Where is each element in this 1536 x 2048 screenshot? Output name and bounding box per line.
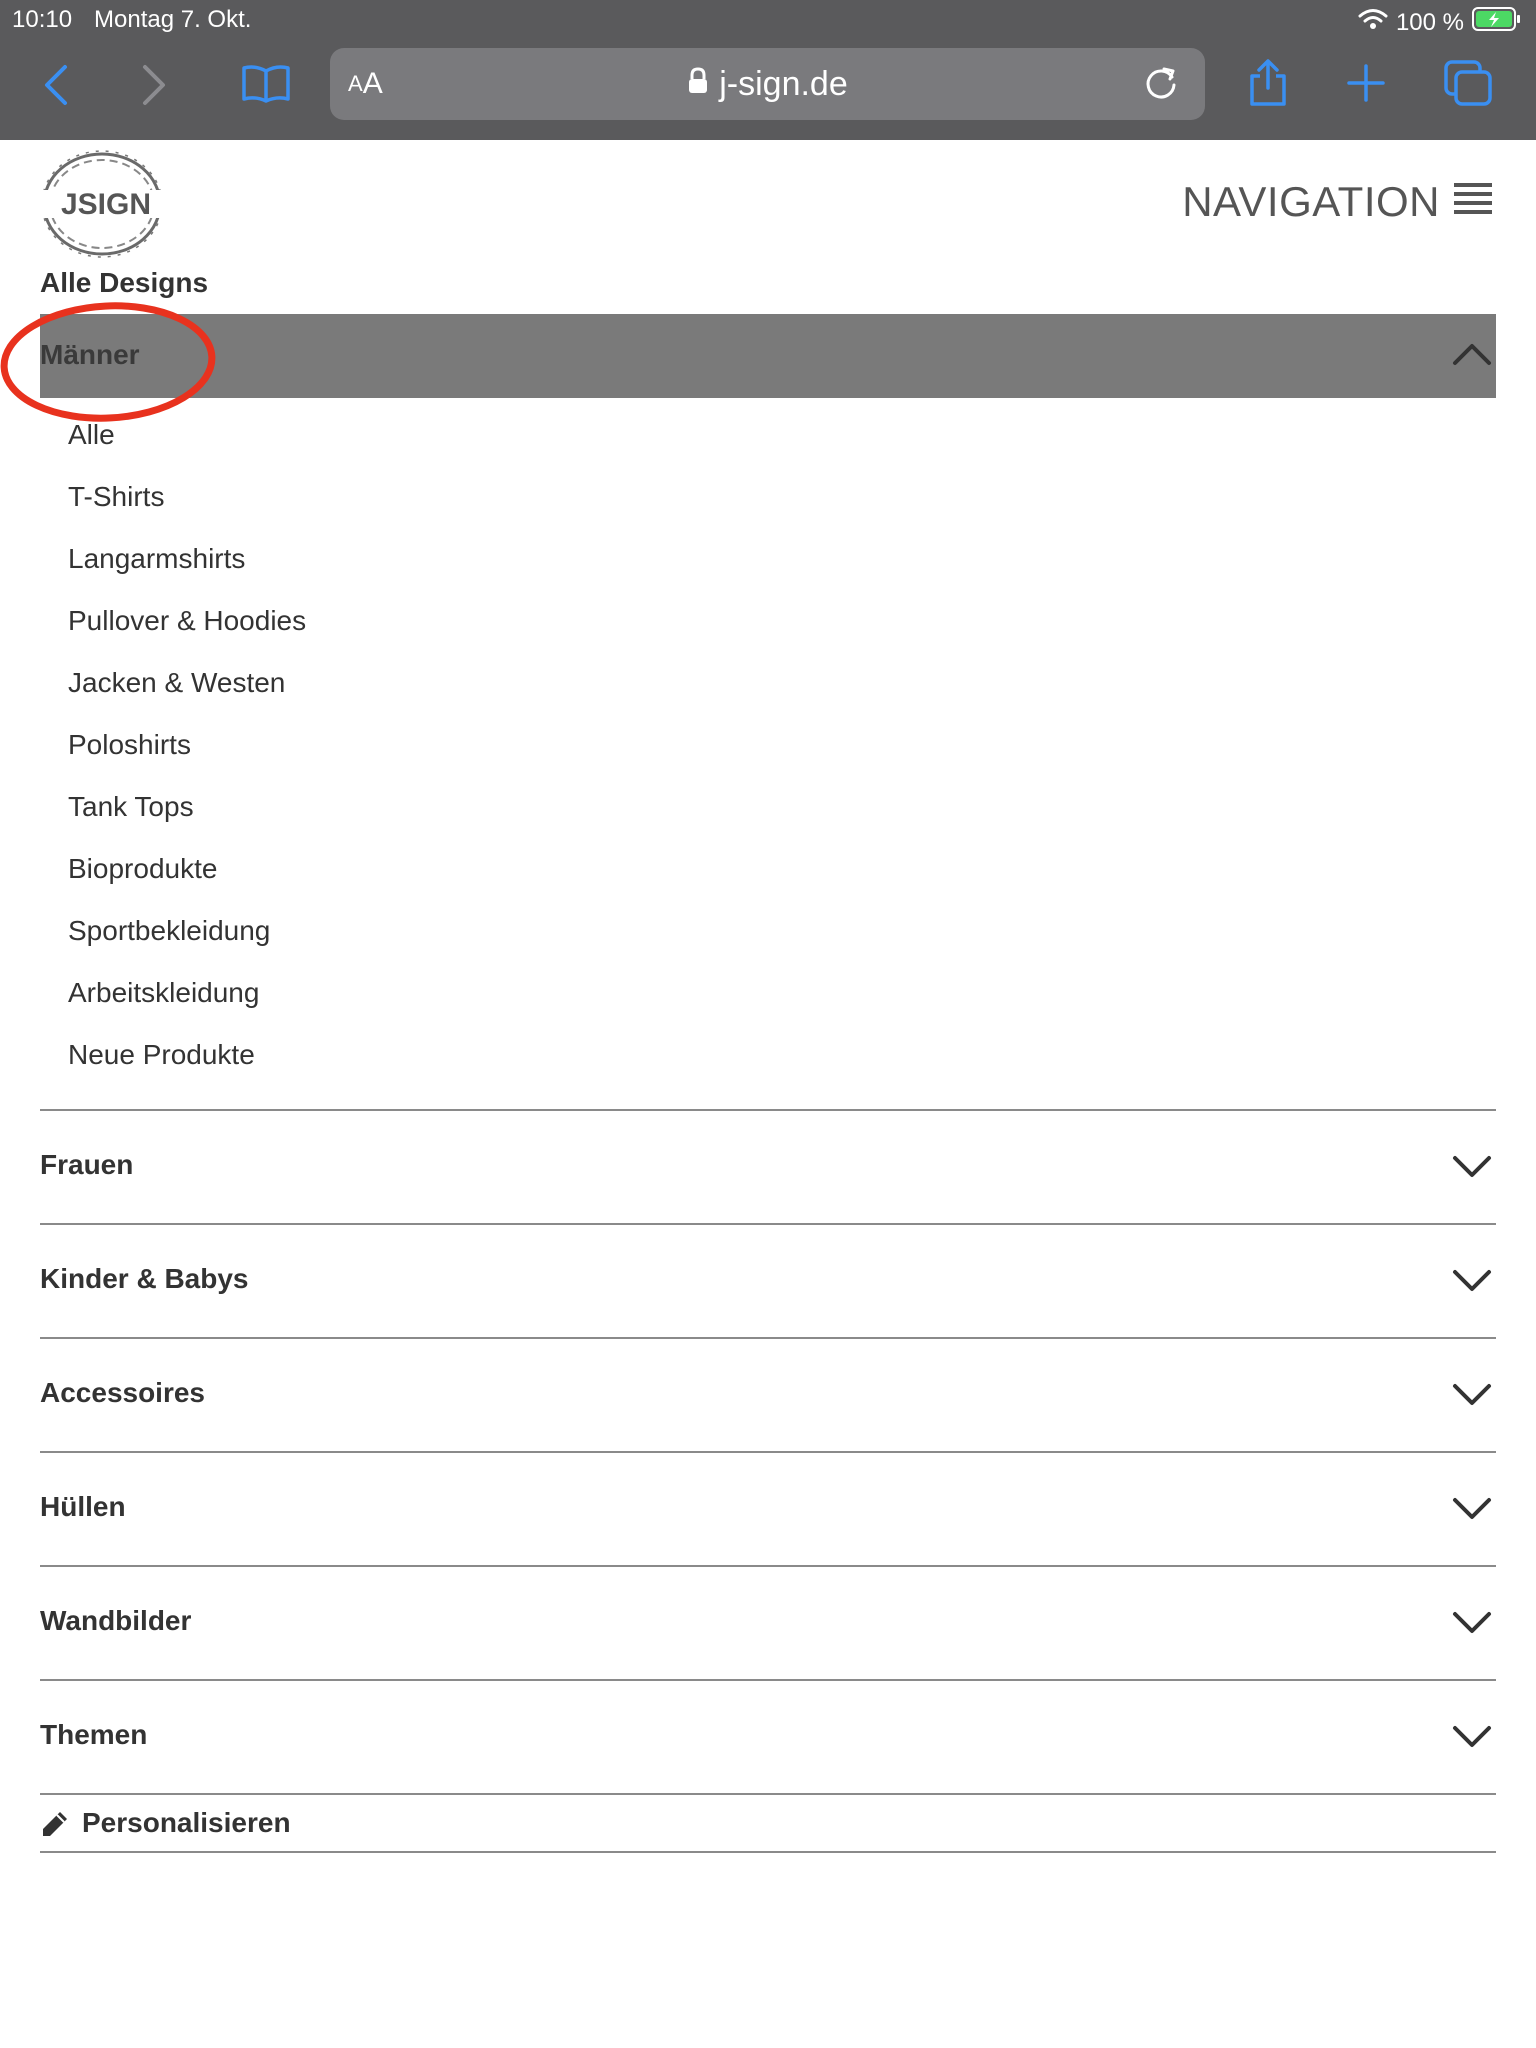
site-logo[interactable] — [38, 146, 174, 262]
category-label: Männer — [40, 339, 140, 370]
address-bar[interactable] — [330, 48, 1205, 120]
forward-button[interactable] — [124, 55, 184, 115]
submenu-item[interactable]: Bioprodukte — [68, 853, 218, 884]
category-label: Frauen — [40, 1149, 134, 1180]
chevron-down-icon — [1452, 1147, 1492, 1192]
text-size-small-a: A — [348, 71, 363, 96]
status-bar — [0, 0, 1536, 38]
url-text: j-sign.de — [719, 64, 848, 103]
submenu-item[interactable]: Arbeitskleidung — [68, 977, 260, 1008]
back-button[interactable] — [26, 55, 86, 115]
url-display[interactable] — [330, 48, 1205, 120]
submenu-item[interactable]: Jacken & Westen — [68, 667, 286, 698]
submenu-item[interactable]: T-Shirts — [68, 481, 165, 512]
chevron-down-icon — [1452, 1603, 1492, 1648]
status-date: Montag 7. Okt. — [94, 6, 252, 33]
reload-icon — [1142, 63, 1180, 106]
new-tab-button[interactable] — [1336, 55, 1396, 115]
tabs-icon — [1443, 59, 1493, 112]
category-row-accessoires[interactable] — [40, 1337, 1496, 1451]
navigation-toggle[interactable] — [1182, 176, 1492, 228]
pencil-icon — [40, 1809, 70, 1839]
category-row-kinder-babys[interactable] — [40, 1223, 1496, 1337]
status-time: 10:10 — [12, 6, 73, 33]
category-label: Kinder & Babys — [40, 1263, 249, 1294]
submenu-item[interactable]: Poloshirts — [68, 729, 191, 760]
navigation-label: NAVIGATION — [1182, 178, 1440, 225]
chevron-down-icon — [1452, 1717, 1492, 1762]
status-indicators — [1358, 6, 1522, 39]
submenu-item[interactable]: Pullover & Hoodies — [68, 605, 307, 636]
share-button[interactable] — [1238, 55, 1298, 115]
category-row-themen[interactable] — [40, 1679, 1496, 1793]
category-label: Hüllen — [40, 1491, 126, 1522]
submenu-item[interactable]: Langarmshirts — [68, 543, 246, 574]
battery-percent: 100 % — [1395, 8, 1464, 36]
category-header-maenner[interactable] — [40, 314, 1496, 398]
submenu-item[interactable]: Alle — [68, 419, 115, 450]
all-designs-link[interactable]: Alle Designs — [40, 267, 209, 298]
category-row-frauen[interactable] — [40, 1109, 1496, 1223]
chevron-down-icon — [1452, 1375, 1492, 1420]
personalize-label: Personalisieren — [82, 1807, 291, 1838]
category-row-wandbilder[interactable] — [40, 1565, 1496, 1679]
reload-button[interactable] — [1131, 54, 1191, 114]
battery-charging-icon — [1472, 6, 1522, 39]
maenner-submenu — [68, 412, 306, 1094]
personalize-link[interactable] — [40, 1793, 1496, 1853]
tabs-button[interactable] — [1438, 55, 1498, 115]
chevron-down-icon — [1452, 1261, 1492, 1306]
submenu-item[interactable]: Tank Tops — [68, 791, 194, 822]
plus-icon — [1346, 63, 1386, 108]
share-icon — [1246, 58, 1290, 113]
submenu-item[interactable]: Sportbekleidung — [68, 915, 271, 946]
hamburger-icon — [1454, 178, 1492, 226]
logo-text: JSIGN — [60, 188, 152, 221]
bookmarks-button[interactable] — [236, 55, 296, 115]
text-size-large-a: A — [362, 67, 383, 100]
chevron-up-icon — [1452, 334, 1492, 379]
browser-toolbar — [0, 0, 1536, 140]
wifi-icon — [1358, 8, 1388, 37]
category-label: Themen — [40, 1719, 148, 1750]
submenu-item[interactable]: Neue Produkte — [68, 1039, 255, 1070]
book-icon — [241, 63, 291, 108]
chevron-down-icon — [1452, 1489, 1492, 1534]
category-label: Wandbilder — [40, 1605, 192, 1636]
category-label: Accessoires — [40, 1377, 206, 1408]
category-row-huellen[interactable] — [40, 1451, 1496, 1565]
lock-icon — [687, 65, 709, 104]
